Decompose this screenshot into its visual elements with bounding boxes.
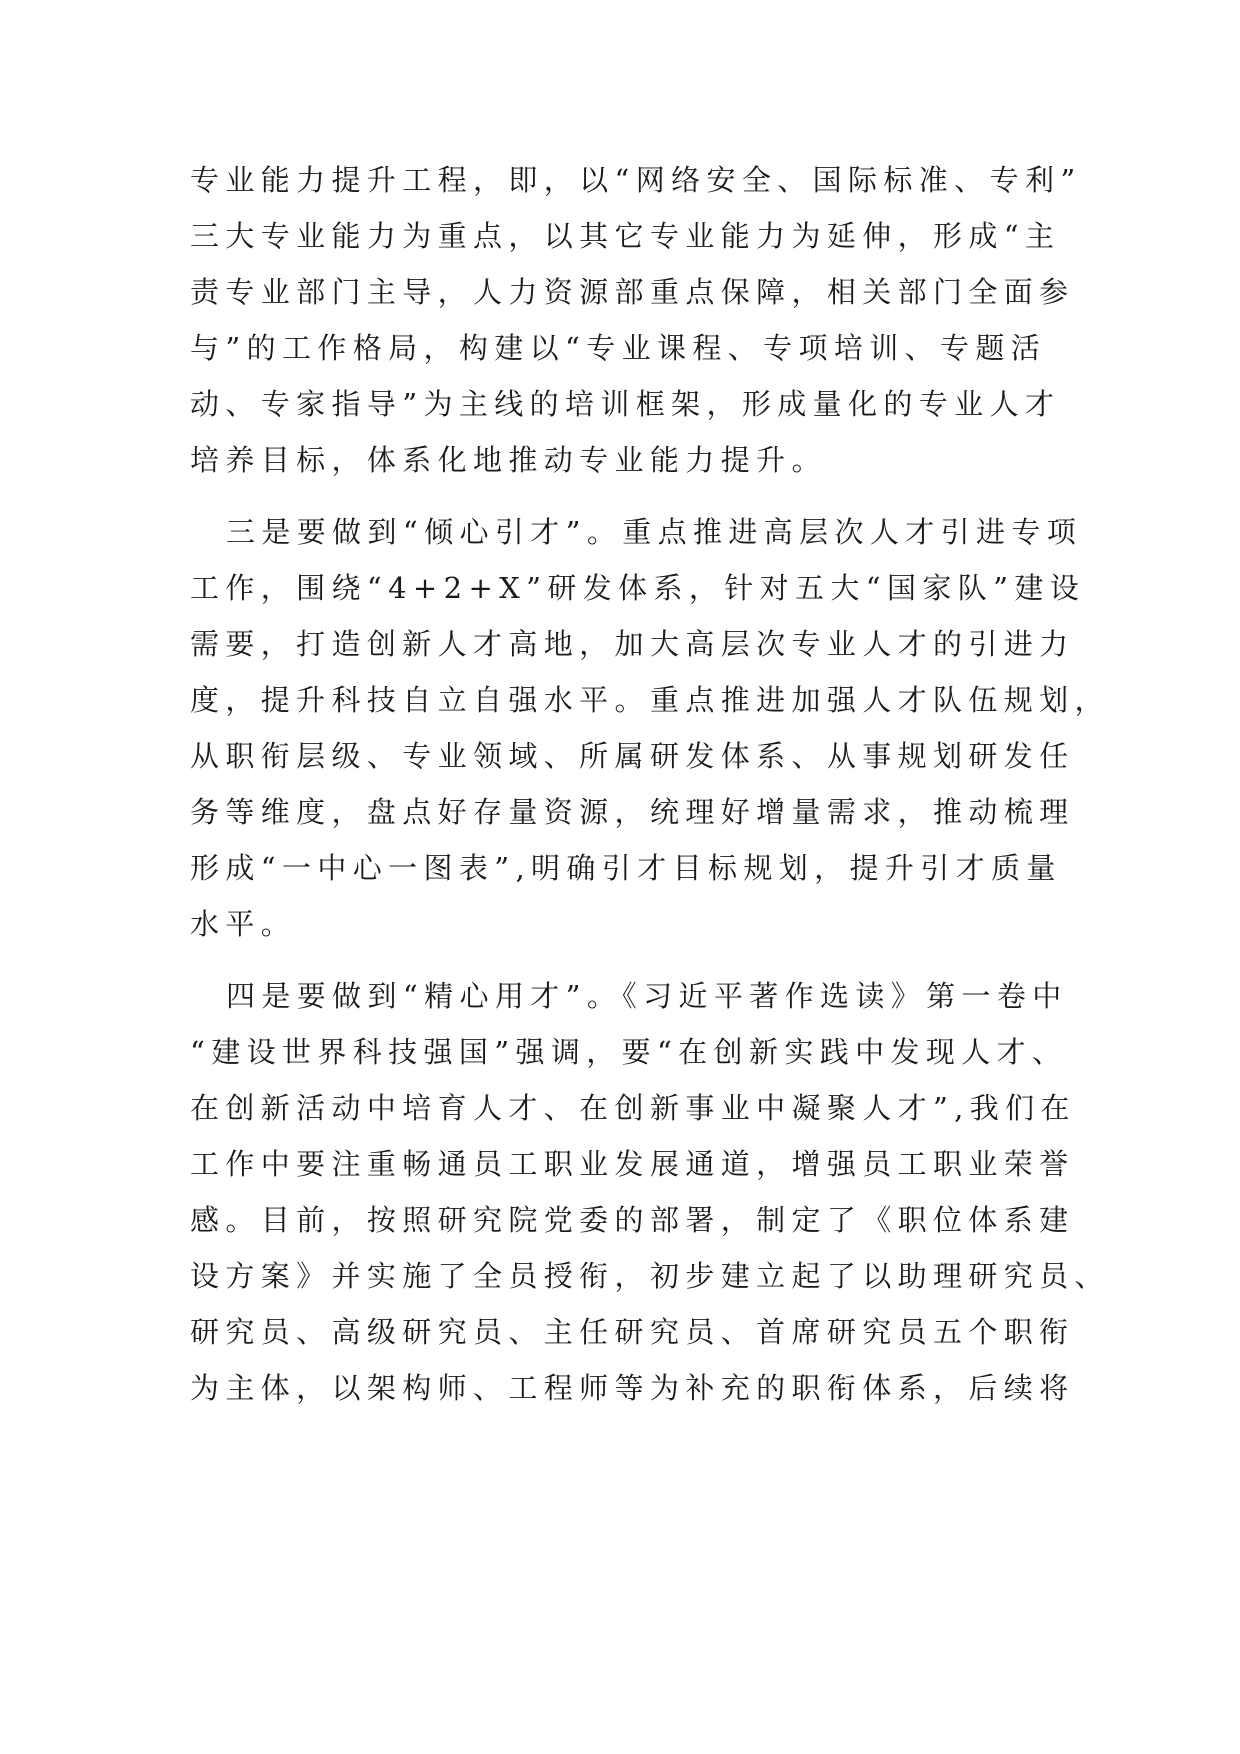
text-line: 培养目标，体系化地推动专业能力提升。 (190, 443, 827, 477)
text-line: 形成“一中心一图表”,明确引才目标规划，提升引才质量 (190, 851, 1062, 885)
text-line: 度，提升科技自立自强水平。重点推进加强人才队伍规划， (190, 683, 1110, 717)
text-line: 四是要做到“精心用才”。《习近平著作选读》第一卷中 (226, 979, 1068, 1013)
text-line: 工作中要注重畅通员工职业发展通道，增强员工职业荣誉 (190, 1147, 1075, 1181)
text-line: 水平。 (190, 907, 297, 941)
text-line: 在创新活动中培育人才、在创新事业中凝聚人才”,我们在 (190, 1091, 1076, 1125)
text-line: 专业能力提升工程，即，以“网络安全、国际标准、专利” (190, 163, 1082, 197)
text-line: 动、专家指导”为主线的培训框架，形成量化的专业人才 (190, 387, 1061, 421)
text-line: 责专业部门主导，人力资源部重点保障，相关部门全面参 (190, 275, 1075, 309)
text-line: 感。目前，按照研究院党委的部署，制定了《职位体系建 (190, 1203, 1075, 1237)
text-line: “建设世界科技强国”强调，要“在创新实践中发现人才、 (190, 1035, 1068, 1069)
text-line: 三是要做到“倾心引才”。重点推进高层次人才引进专项 (226, 515, 1083, 549)
document-body (190, 152, 1110, 1416)
text-line: 研究员、高级研究员、主任研究员、首席研究员五个职衔 (190, 1315, 1075, 1349)
text-line: 设方案》并实施了全员授衔，初步建立起了以助理研究员、 (190, 1259, 1110, 1293)
paragraph-talent-utilization (190, 968, 1110, 1416)
text-line: 与”的工作格局，构建以“专业课程、专项培训、专题活 (190, 331, 1047, 365)
text-line: 三大专业能力为重点，以其它专业能力为延伸，形成“主 (190, 219, 1061, 253)
paragraph-spacer (190, 952, 1070, 968)
text-line: 需要，打造创新人才高地，加大高层次专业人才的引进力 (190, 627, 1075, 661)
text-line: 从职衔层级、专业领域、所属研发体系、从事规划研发任 (190, 739, 1075, 773)
paragraph-spacer (190, 488, 1070, 504)
text-line: 工作，围绕“4+2+X”研发体系，针对五大“国家队”建设 (190, 571, 1086, 605)
paragraph-talent-recruitment (190, 504, 1110, 952)
text-line: 为主体，以架构师、工程师等为补充的职衔体系，后续将 (190, 1371, 1075, 1405)
paragraph-professional-capability (190, 152, 1082, 488)
text-line: 务等维度，盘点好存量资源，统理好增量需求，推动梳理 (190, 795, 1075, 829)
